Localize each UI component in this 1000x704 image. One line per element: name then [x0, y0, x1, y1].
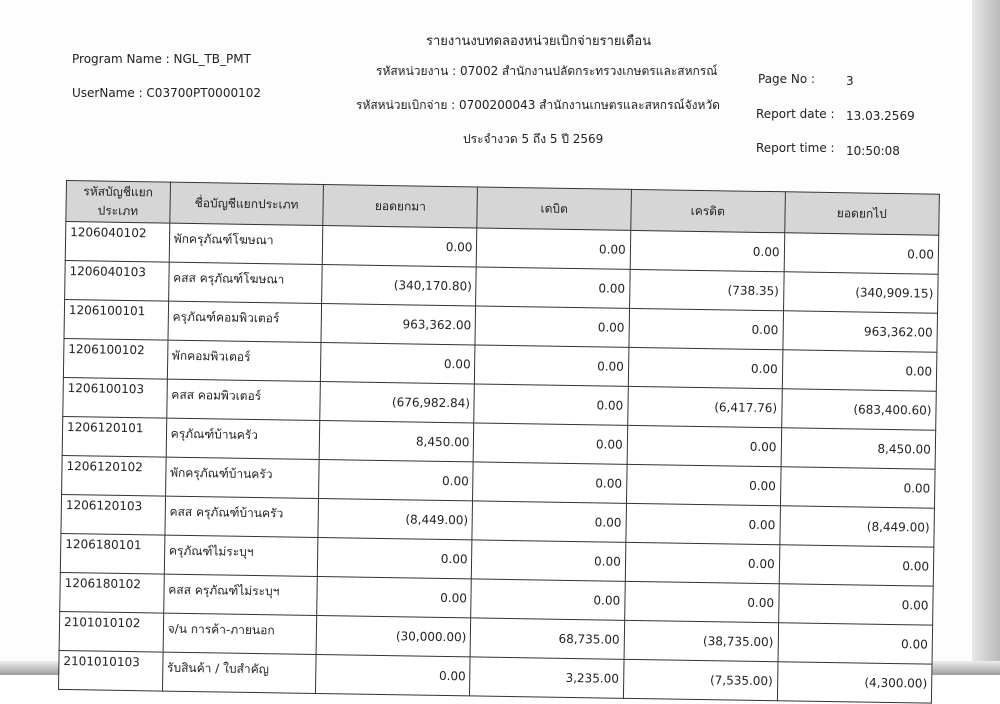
closing-balance: 0.00 — [784, 233, 939, 274]
opening-balance: 963,362.00 — [321, 304, 476, 345]
opening-balance: (676,982.84) — [320, 382, 475, 423]
closing-balance: (683,400.60) — [781, 389, 936, 430]
account-name: รับสินค้า / ใบสำคัญ — [162, 652, 316, 693]
opening-balance: (8,449.00) — [318, 499, 473, 540]
debit-amount: 0.00 — [476, 267, 630, 308]
credit-amount: 0.00 — [626, 464, 780, 505]
credit-amount: (7,535.00) — [623, 659, 777, 700]
account-name: คสส ครุภัณฑ์โฆษณา — [168, 262, 322, 303]
report-date-label: Report date : — [756, 107, 835, 121]
closing-balance: 963,362.00 — [783, 311, 938, 352]
page-no-value: 3 — [846, 74, 854, 88]
report-time-label: Report time : — [756, 141, 835, 155]
credit-amount: 0.00 — [626, 503, 780, 544]
report-title: รายงานงบทดลองหน่วยเบิกจ่ายรายเดือน — [426, 34, 652, 49]
account-code: 1206100103 — [63, 377, 167, 418]
account-name: คสส ครุภัณฑ์ไม่ระบุฯ — [163, 574, 317, 615]
account-name: ครุภัณฑ์ไม่ระบุฯ — [164, 535, 318, 576]
account-code: 1206120101 — [62, 416, 166, 457]
account-code: 1206100102 — [63, 338, 167, 379]
opening-balance: (30,000.00) — [316, 615, 471, 656]
closing-balance: 0.00 — [782, 350, 937, 391]
credit-amount: 0.00 — [628, 347, 782, 388]
opening-balance: 0.00 — [319, 460, 474, 501]
report-time-value: 10:50:08 — [846, 144, 900, 158]
account-code: 1206100101 — [64, 299, 168, 340]
account-code: 2101010102 — [59, 611, 163, 652]
col-header-opening: ยอดยกมา — [323, 185, 478, 228]
closing-balance: (8,449.00) — [779, 506, 934, 547]
closing-balance: (4,300.00) — [777, 662, 932, 703]
debit-amount: 0.00 — [472, 501, 626, 542]
opening-balance: 0.00 — [317, 576, 472, 617]
opening-balance: 0.00 — [320, 343, 475, 384]
account-name: พักคอมพิวเตอร์ — [167, 340, 321, 381]
user-name: UserName : C03700PT0000102 — [72, 86, 261, 100]
opening-balance: 0.00 — [322, 226, 477, 267]
closing-balance: 0.00 — [779, 545, 934, 586]
agency-line: รหัสหน่วยงาน : 07002 สำนักงานปลัดกระทรวงเกษตรและสหกรณ์ — [376, 64, 718, 78]
debit-amount: 0.00 — [472, 540, 626, 581]
credit-amount: (38,735.00) — [624, 620, 778, 661]
opening-balance: (340,170.80) — [322, 265, 477, 306]
account-name: คสส คอมพิวเตอร์ — [166, 379, 320, 420]
account-code: 2101010103 — [58, 650, 162, 691]
debit-amount: 3,235.00 — [470, 657, 624, 698]
report-date-value: 13.03.2569 — [846, 109, 915, 123]
account-name: ครุภัณฑ์คอมพิวเตอร์ — [168, 301, 322, 342]
opening-balance: 8,450.00 — [319, 421, 474, 462]
account-code: 1206120102 — [62, 455, 166, 496]
debit-amount: 0.00 — [471, 579, 625, 620]
account-name: ครุภัณฑ์บ้านครัว — [166, 418, 320, 459]
debit-amount: 0.00 — [473, 462, 627, 503]
debit-amount: 0.00 — [475, 306, 629, 347]
debit-amount: 0.00 — [474, 384, 628, 425]
col-header-credit: เครดิต — [631, 189, 785, 232]
account-code: 1206180102 — [60, 572, 164, 613]
debit-amount: 0.00 — [474, 423, 628, 464]
account-name: คสส ครุภัณฑ์บ้านครัว — [165, 496, 319, 537]
debit-amount: 0.00 — [475, 345, 629, 386]
closing-balance: 0.00 — [780, 467, 935, 508]
credit-amount: 0.00 — [630, 230, 784, 271]
account-code: 1206180101 — [60, 533, 164, 574]
closing-balance: 0.00 — [778, 584, 933, 625]
debit-amount: 0.00 — [477, 228, 631, 269]
opening-balance: 0.00 — [316, 654, 471, 695]
debit-amount: 68,735.00 — [471, 618, 625, 659]
program-name: Program Name : NGL_TB_PMT — [72, 52, 251, 66]
scan-edge-right — [972, 0, 1000, 675]
account-code: 1206040103 — [65, 260, 169, 301]
page-no-label: Page No : — [758, 72, 816, 86]
col-header-closing: ยอดยกไป — [784, 192, 939, 235]
credit-amount: 0.00 — [629, 308, 783, 349]
col-header-account-name: ชื่อบัญชีแยกประเภท — [170, 182, 324, 225]
credit-amount: (738.35) — [629, 269, 783, 310]
credit-amount: 0.00 — [625, 542, 779, 583]
account-code: 1206040102 — [65, 222, 169, 263]
period-line: ประจำงวด 5 ถึง 5 ปี 2569 — [463, 132, 604, 146]
opening-balance: 0.00 — [317, 538, 472, 579]
account-name: จ/น การค้า-ภายนอก — [163, 613, 317, 654]
closing-balance: 8,450.00 — [781, 428, 936, 469]
closing-balance: (340,909.15) — [783, 272, 938, 313]
disbursement-line: รหัสหน่วยเบิกจ่าย : 0700200043 สำนักงานเกษตรและสหกรณ์จังหวัด — [356, 98, 720, 112]
closing-balance: 0.00 — [778, 623, 933, 664]
account-code: 1206120103 — [61, 494, 165, 535]
credit-amount: (6,417.76) — [627, 386, 781, 427]
credit-amount: 0.00 — [627, 425, 781, 466]
account-name: พักครุภัณฑ์บ้านครัว — [165, 457, 319, 498]
col-header-debit: เดบิต — [477, 187, 631, 230]
col-header-account-code: รหัสบัญชีแยกประเภท — [66, 181, 170, 224]
account-name: พักครุภัณฑ์โฆษณา — [169, 223, 323, 264]
credit-amount: 0.00 — [624, 581, 778, 622]
trial-balance-table — [58, 180, 940, 704]
